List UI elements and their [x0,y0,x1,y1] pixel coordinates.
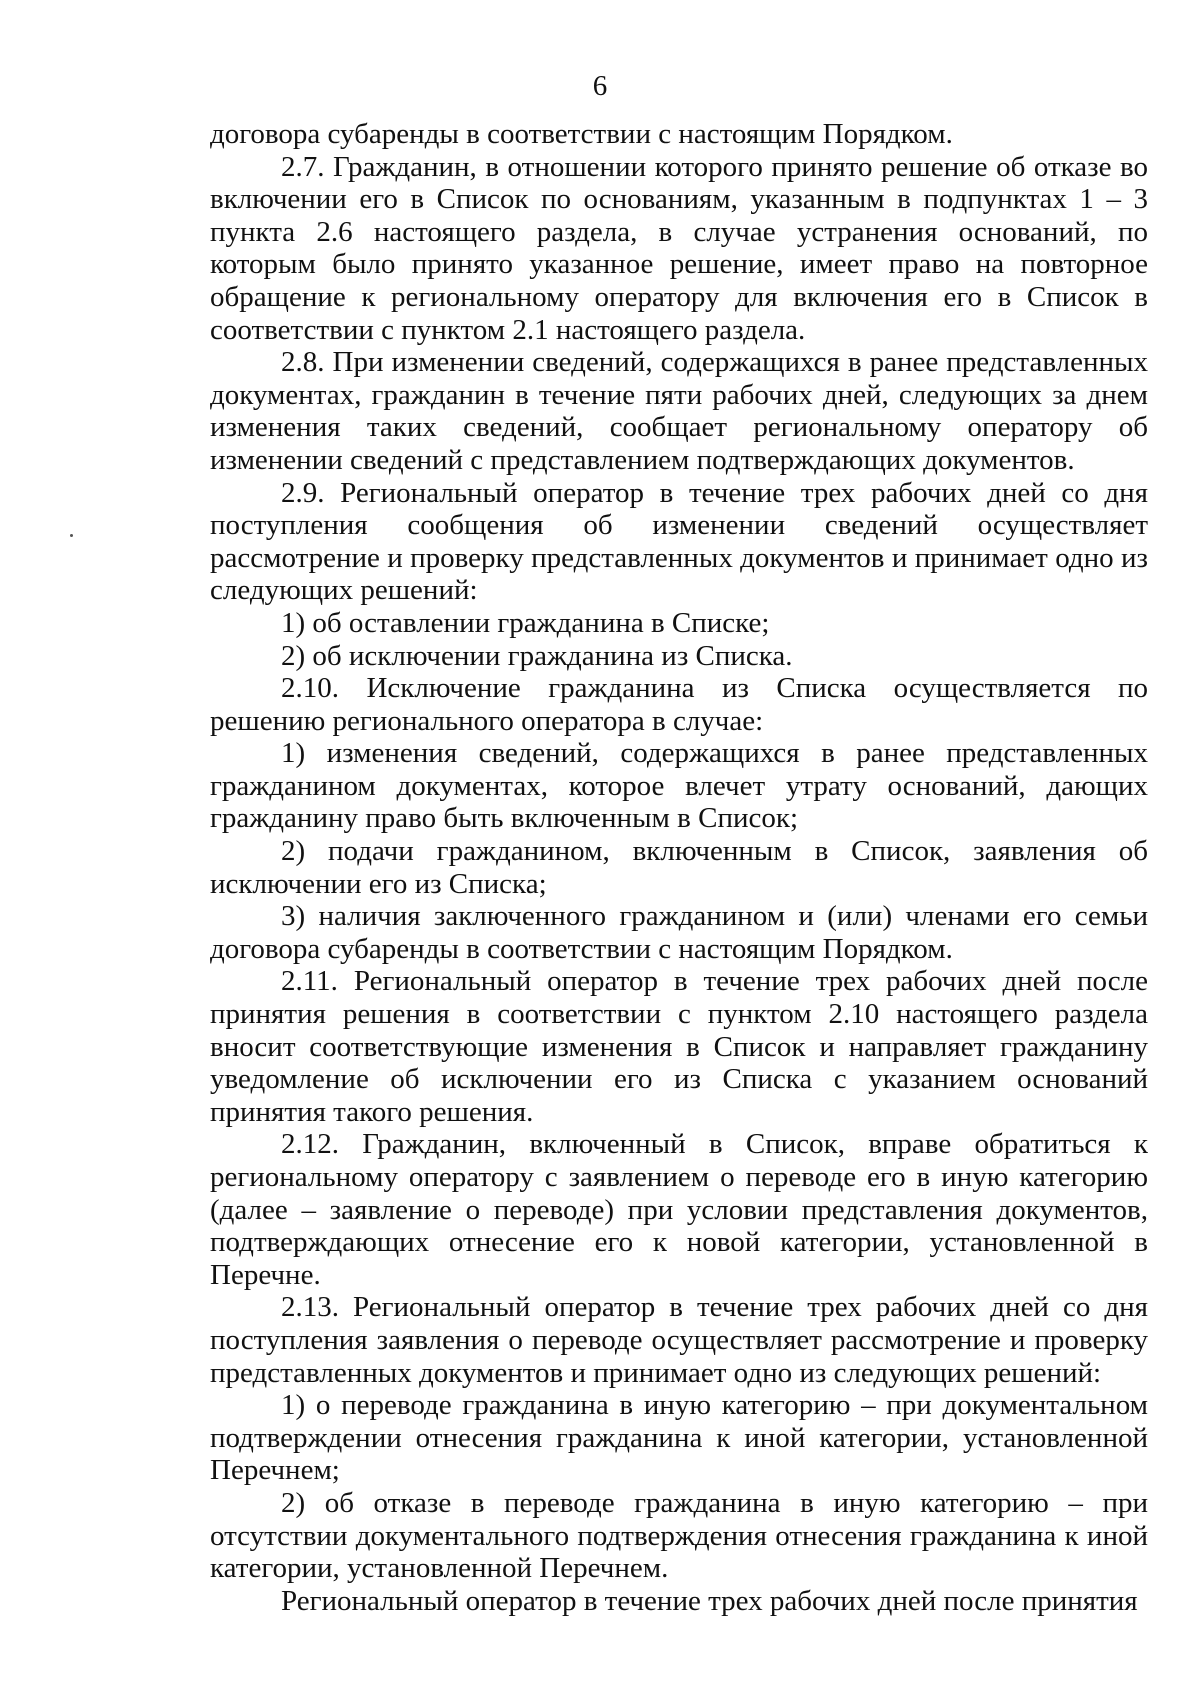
paragraph: 2.7. Гражданин, в отношении которого принято решение об отказе во включении его в Список по основаниям, указанным в подпунктах 1 – 3 пункта 2.6 настоящего раздела, в случае устранения оснований, по которым было принято указанное решение, имеет право на повторное обращение к региональному оператору для включения его в Список в соответствии с пунктом 2.1 настоящего раздела. [210,150,1148,346]
paragraph: 2) об отказе в переводе гражданина в иную категорию – при отсутствии документального подтверждения отнесения гражданина к иной категории, установленной Перечнем. [210,1486,1148,1585]
paragraph: 2.13. Региональный оператор в течение трех рабочих дней со дня поступления заявления о переводе осуществляет рассмотрение и проверку представленных документов и принимает одно из следующих решений: [210,1291,1148,1389]
paragraph: 2) об исключении гражданина из Списка. [281,639,793,672]
paragraph: 3) наличия заключенного гражданином и (или) членами его семьи договора субаренды в соответствии с настоящим Порядком. [210,900,1148,965]
scan-speck [70,534,73,537]
paragraph: 2.9. Региональный оператор в течение трех рабочих дней со дня поступления сообщения об изменении сведений осуществляет рассмотрение и проверку представленных документов и принимает одно из следующих решений: [210,476,1148,607]
paragraph: 2.10. Исключение гражданина из Списка осуществляется по решению регионального оператора в случае: [210,672,1148,737]
page-number: 6 [592,70,608,102]
paragraph: 2.8. При изменении сведений, содержащихся в ранее представленных документах, гражданин в течение пяти рабочих дней, следующих за днем изменения таких сведений, сообщает региональному оператору об изменении сведений с представлением подтверждающих документов. [210,346,1148,476]
paragraph: 1) о переводе гражданина в иную категорию – при документальном подтверждении отнесения гражданина к иной категории, установленной Перечнем; [210,1389,1148,1487]
paragraph: 1) об оставлении гражданина в Списке; [281,606,770,639]
paragraph: 2.12. Гражданин, включенный в Список, вправе обратиться к региональному оператору с заявлением о переводе его в иную категорию (далее – заявление о переводе) при условии представления документов, подтверждающих отнесение его к новой категории, установленной в Перечне. [210,1128,1148,1291]
paragraph: 2) подачи гражданином, включенным в Список, заявления об исключении его из Списка; [210,835,1148,900]
paragraph: 1) изменения сведений, содержащихся в ранее представленных гражданином документах, которое влечет утрату оснований, дающих гражданину право быть включенным в Список; [210,737,1148,835]
paragraph: 2.11. Региональный оператор в течение трех рабочих дней после принятия решения в соответствии с пунктом 2.10 настоящего раздела вносит соответствующие изменения в Список и направляет гражданину уведомление об исключении его из Списка с указанием оснований принятия такого решения. [210,965,1148,1128]
paragraph: договора субаренды в соответствии с настоящим Порядком. [210,118,953,150]
paragraph: Региональный оператор в течение трех рабочих дней после принятия [281,1584,1138,1617]
document-body [210,118,1148,1617]
